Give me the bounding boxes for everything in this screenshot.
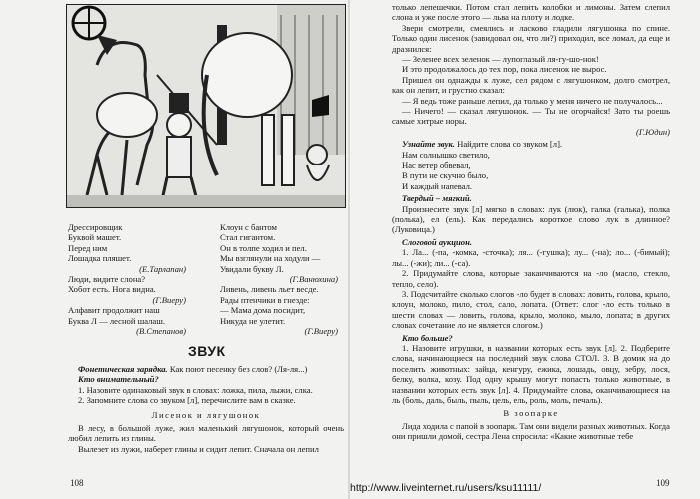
circus-drawing <box>67 5 345 207</box>
auction-item: 3. Подсчитайте сколько слогов -ло будет в словах: ловить, голова, крыло, клоун, молоко, пило, стол, сало, лопата. (Ответ: слог -ло есть только в шести словах — ловить, голова, крыло, молоко, мыло, лопата; в других словах сочетание ло не является слогом.) <box>392 288 670 331</box>
poem-line: Клоун с бантом <box>220 222 277 232</box>
attentive-item: 1. Назовите одинаковый звук в словах: ложка, пила, лыжи, слка. <box>78 384 313 395</box>
left-body-text <box>68 364 344 454</box>
auction-label: Слоговой аукцион. <box>402 236 472 247</box>
phonetic-label: Фонетическая зарядка. <box>78 364 168 374</box>
poem-author: (В.Степанов) <box>136 325 186 336</box>
poem-line: Люди, видите слона? <box>68 273 146 284</box>
poem-line: Он в толпе ходил и пел. <box>220 242 307 253</box>
poem-author: (Г.Ванюхина) <box>289 273 338 284</box>
recognize-label: Узнайте звук. <box>402 139 455 150</box>
page-number: 109 <box>656 478 670 488</box>
attentive-item: 2. Запомните слова со звуком [л], перечислите вам в сказке. <box>78 395 296 406</box>
poem-author: (Е.Тарлапан) <box>139 263 186 274</box>
poem-line: Нас ветер обвевал, <box>402 160 471 171</box>
story-author: (Г.Юдин) <box>636 126 670 137</box>
more-text: 1. Назовите игрушки, в названии которых есть звук [л]. 2. Подберите слова, начинающиеся на последний звук слова СТОЛ. 3. В домик на до поселить животных: зайца, кенгуру, ежика, лошадь, овцу, зебру, лося, белку, волка, козу. Под одну крышу могут попасть только животные, в названии которых есть звук [л]. 4. Придумайте слова, оканчивающиеся на ль (боль, даль, быль, пыль, цель, ель, роль, моль, печаль). <box>392 342 670 405</box>
phonetic-paragraph <box>68 364 344 374</box>
section-title: ЗВУК <box>188 343 226 359</box>
poem-line: Стал гигантом. <box>220 232 276 243</box>
story-paragraph: Пришел он однажды к луже, сел рядом с лягушонком, долго смотрел, как он лепит, и грустно сказал: <box>392 74 670 96</box>
poem-author: (Г.Виеру) <box>304 325 338 336</box>
story-paragraph: — Я ведь тоже раньше лепил, да только у меня ничего не получалось... <box>402 95 663 106</box>
auction-item: 2. Придумайте слова, которые заканчиваются на -ло (масло, стекло, тепло, село). <box>392 268 670 289</box>
poem-line: Мы взглянули на ходули — <box>220 253 321 264</box>
poem-line: Дрессировщик <box>68 222 123 232</box>
watermark-url: http://www.liveinternet.ru/users/ksu11111/ <box>350 482 542 494</box>
story-paragraph: — Зеленее всех зеленок — лупоглазый ля-гу-шо-нок! <box>402 54 599 65</box>
hard-soft-text: Произнесите звук [л] мягко в словах: лук (люк), галка (галька), полка (полька), ел (ель). Как передались короткое слово лук в длинное? (Луковица.) <box>392 203 670 235</box>
poem-line: Рады птенчики в гнезде: <box>220 294 310 305</box>
page-number: 108 <box>70 478 84 488</box>
story-title: Лисенок и лягушонок <box>151 409 261 420</box>
poem-line: Алфавит продолжит наш <box>68 305 160 316</box>
poem-line: Буквой машет. <box>68 232 122 243</box>
story-paragraph: — Ничего! — сказал лягушонок. — Ты не огорчайся! Зато ты роешь самые хитрые норы. <box>392 106 670 127</box>
poem-line: Нам солнышко светило, <box>402 149 490 160</box>
hard-soft-label: Твердый – мягкий. <box>402 193 472 204</box>
zoo-title: В зоопарке <box>503 408 559 419</box>
recognize-text: Найдите слова со звуком [л]. <box>457 139 563 150</box>
zoo-paragraph: Лида ходила с папой в зоопарк. Там они видели разных животных. Когда они пришли домой, сестра Лена спросила: «Какие животные тебе <box>392 420 670 442</box>
poem-author: (Г.Виеру) <box>152 294 186 305</box>
poems-column-1 <box>68 222 198 336</box>
right-body-text <box>392 2 670 442</box>
poem-line: В пути не скучно было, <box>402 170 489 181</box>
right-page <box>350 0 700 499</box>
poems-column-2 <box>220 222 350 336</box>
attentive-label: Кто внимательный? <box>78 374 159 385</box>
phonetic-text: Как поют песенку без слов? (Ля-ля...) <box>169 364 308 374</box>
more-label: Кто больше? <box>402 332 453 343</box>
story-paragraph: И это продолжалось до тех пор, пока лисенок не вырос. <box>402 64 607 75</box>
poem-line: Ливень, ливень льет весде. <box>220 284 319 295</box>
auction-item: 1. Ла... (-па, -комка, -сточка); ля... (-гушка); лу... (-на); ло... (-бимый); лы... (-жи); ли... (-са). <box>392 247 670 268</box>
poem-line: Увидали букву Л. <box>220 263 284 274</box>
circus-illustration <box>66 4 346 208</box>
story-paragraph: только лепешечки. Потом стал лепить колобки и лимоны. Затем слепил слона и уже после этого — льва на плоту и лодке. <box>392 2 670 23</box>
story-paragraph: В лесу, в большой луже, жил маленький лягушонок, который очень любил лепить из глины. <box>68 423 344 444</box>
poem-line: Перед ним <box>68 242 108 253</box>
poem-line: Хобот есть. Нога видна. <box>68 284 156 295</box>
poem-line: Лошадка пляшет. <box>68 253 132 264</box>
recognize-paragraph <box>392 139 670 149</box>
poem-line: Буква Л — лесной шалаш. <box>68 315 165 326</box>
poem-line: Никуда не улетит. <box>220 315 286 326</box>
poem-line: — Мама дома посидит, <box>220 305 306 316</box>
story-paragraph: Вылезет из лужи, наберет глины и сидит лепит. Сначала он лепил <box>78 443 319 454</box>
story-paragraph: Звери смотрели, смеялись и ласково гладили лягушонка по спине. Только один лисенок (завидовал он, что ли?) приходил, все ломал, да еще и дразнился: <box>392 22 670 54</box>
poem-line: И каждый напевал. <box>402 180 473 191</box>
